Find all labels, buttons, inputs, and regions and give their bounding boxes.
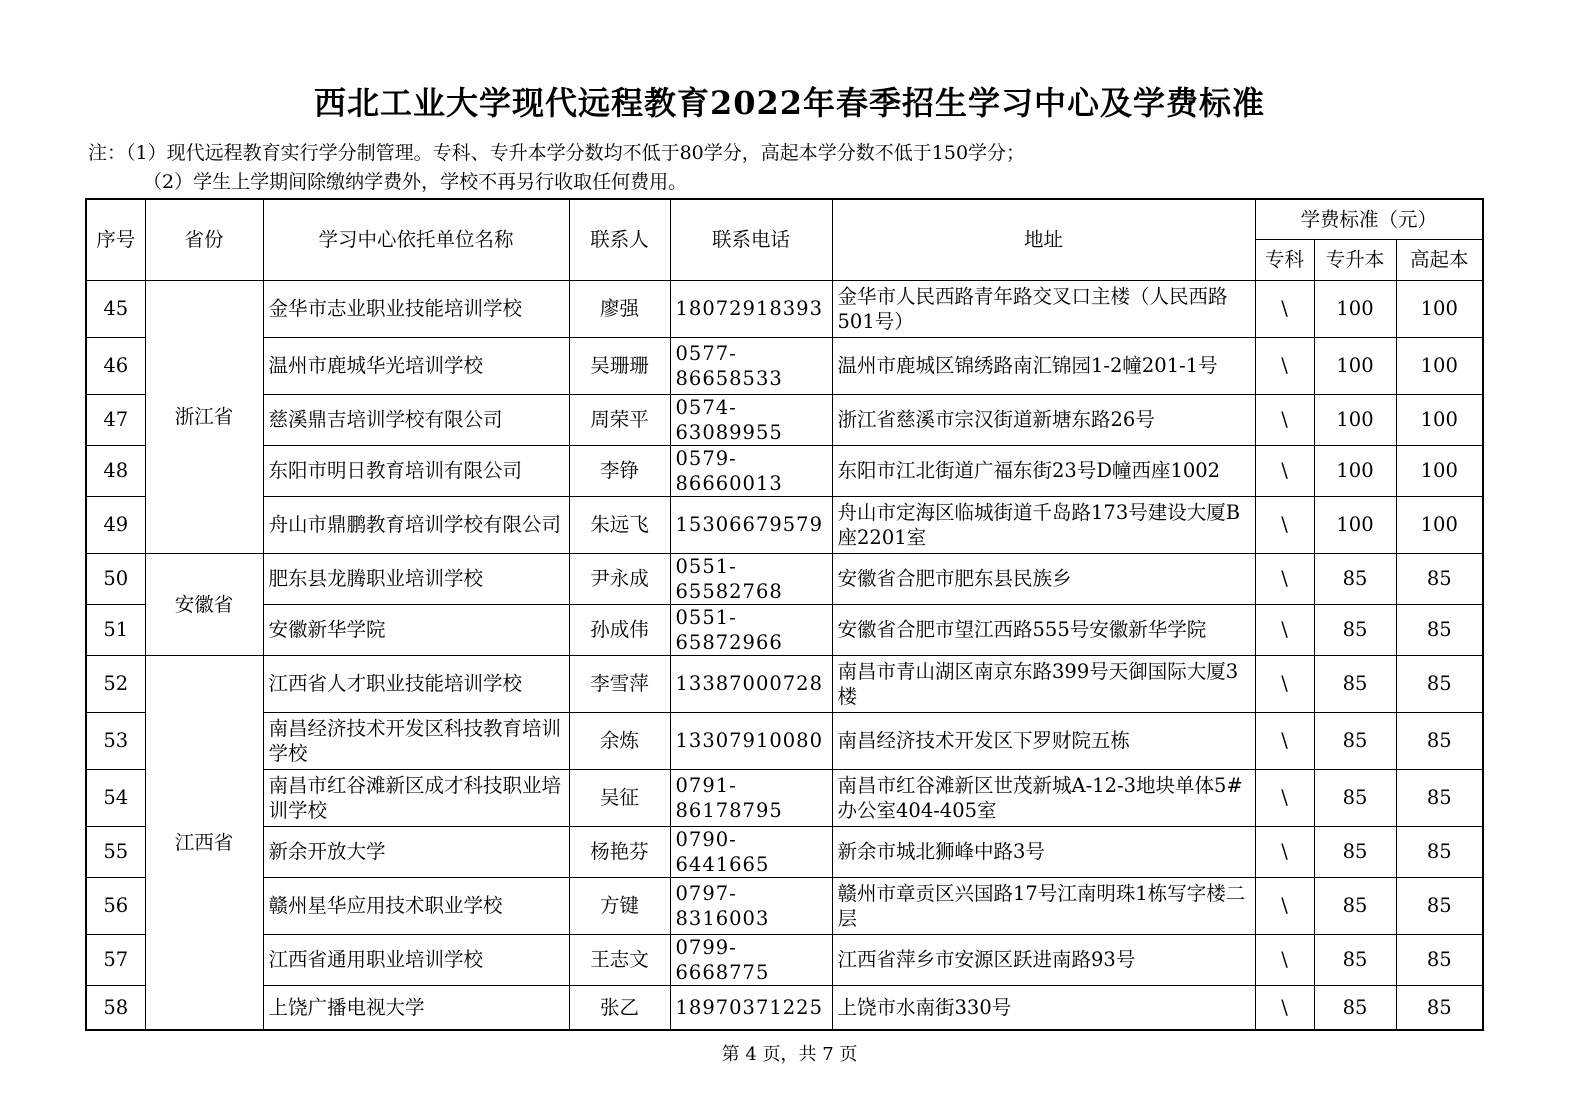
cell-zhuanshengben: 100 [1314, 496, 1396, 553]
cell-address: 南昌市青山湖区南京东路399号天御国际大厦3楼 [832, 655, 1255, 712]
table-row [86, 934, 1483, 985]
cell-zhuanshengben: 85 [1314, 553, 1396, 604]
table-row [86, 280, 1483, 337]
cell-phone: 0790-6441665 [670, 826, 832, 877]
cell-center: 上饶广播电视大学 [263, 985, 569, 1030]
cell-province: 安徽省 [145, 553, 263, 655]
header-gaoqiben: 高起本 [1396, 239, 1483, 280]
cell-zhuanshengben: 85 [1314, 826, 1396, 877]
cell-zhuanshengben: 100 [1314, 280, 1396, 337]
cell-address: 上饶市水南街330号 [832, 985, 1255, 1030]
cell-address: 南昌经济技术开发区下罗财院五栋 [832, 712, 1255, 769]
header-zhuanshengben: 专升本 [1314, 239, 1396, 280]
cell-phone: 18072918393 [670, 280, 832, 337]
cell-address: 东阳市江北街道广福东街23号D幢西座1002 [832, 445, 1255, 496]
header-fee: 学费标准（元） [1255, 199, 1483, 239]
cell-gaoqiben: 100 [1396, 280, 1483, 337]
header-province: 省份 [145, 199, 263, 280]
table-row [86, 712, 1483, 769]
cell-zhuanke: \ [1255, 826, 1314, 877]
cell-gaoqiben: 85 [1396, 655, 1483, 712]
cell-contact: 吴珊珊 [569, 337, 670, 394]
header-seq: 序号 [86, 199, 145, 280]
cell-zhuanshengben: 85 [1314, 877, 1396, 934]
cell-seq: 54 [86, 769, 145, 826]
cell-seq: 55 [86, 826, 145, 877]
cell-center: 慈溪鼎吉培训学校有限公司 [263, 394, 569, 445]
cell-center: 新余开放大学 [263, 826, 569, 877]
cell-center: 安徽新华学院 [263, 604, 569, 655]
table-row [86, 553, 1483, 604]
cell-contact: 朱远飞 [569, 496, 670, 553]
cell-contact: 吴征 [569, 769, 670, 826]
cell-zhuanke: \ [1255, 985, 1314, 1030]
cell-seq: 50 [86, 553, 145, 604]
cell-center: 东阳市明日教育培训有限公司 [263, 445, 569, 496]
cell-seq: 45 [86, 280, 145, 337]
cell-zhuanke: \ [1255, 769, 1314, 826]
cell-zhuanke: \ [1255, 877, 1314, 934]
cell-phone: 0574-63089955 [670, 394, 832, 445]
header-phone: 联系电话 [670, 199, 832, 280]
table-row [86, 826, 1483, 877]
cell-phone: 0577-86658533 [670, 337, 832, 394]
table-row [86, 394, 1483, 445]
cell-contact: 尹永成 [569, 553, 670, 604]
cell-address: 安徽省合肥市望江西路555号安徽新华学院 [832, 604, 1255, 655]
cell-phone: 0551-65872966 [670, 604, 832, 655]
cell-contact: 廖强 [569, 280, 670, 337]
cell-gaoqiben: 85 [1396, 934, 1483, 985]
cell-gaoqiben: 85 [1396, 712, 1483, 769]
cell-zhuanshengben: 85 [1314, 934, 1396, 985]
cell-center: 肥东县龙腾职业培训学校 [263, 553, 569, 604]
cell-seq: 47 [86, 394, 145, 445]
cell-contact: 余炼 [569, 712, 670, 769]
table-row [86, 496, 1483, 553]
table-row [86, 877, 1483, 934]
cell-gaoqiben: 100 [1396, 445, 1483, 496]
cell-center: 南昌经济技术开发区科技教育培训学校 [263, 712, 569, 769]
header-zhuanke: 专科 [1255, 239, 1314, 280]
cell-contact: 周荣平 [569, 394, 670, 445]
cell-gaoqiben: 100 [1396, 394, 1483, 445]
cell-address: 浙江省慈溪市宗汉街道新塘东路26号 [832, 394, 1255, 445]
cell-zhuanke: \ [1255, 712, 1314, 769]
header-contact: 联系人 [569, 199, 670, 280]
cell-phone: 18970371225 [670, 985, 832, 1030]
cell-zhuanke: \ [1255, 496, 1314, 553]
cell-contact: 李雪萍 [569, 655, 670, 712]
cell-center: 温州市鹿城华光培训学校 [263, 337, 569, 394]
cell-phone: 15306679579 [670, 496, 832, 553]
cell-address: 金华市人民西路青年路交叉口主楼（人民西路501号） [832, 280, 1255, 337]
cell-gaoqiben: 100 [1396, 496, 1483, 553]
cell-contact: 孙成伟 [569, 604, 670, 655]
cell-province: 江西省 [145, 655, 263, 1030]
cell-phone: 0551-65582768 [670, 553, 832, 604]
cell-zhuanke: \ [1255, 553, 1314, 604]
table-row [86, 985, 1483, 1030]
cell-zhuanshengben: 85 [1314, 655, 1396, 712]
cell-phone: 13387000728 [670, 655, 832, 712]
cell-seq: 57 [86, 934, 145, 985]
fee-table [85, 198, 1484, 1031]
cell-gaoqiben: 85 [1396, 877, 1483, 934]
cell-zhuanshengben: 85 [1314, 712, 1396, 769]
cell-address: 新余市城北狮峰中路3号 [832, 826, 1255, 877]
cell-address: 赣州市章贡区兴国路17号江南明珠1栋写字楼二层 [832, 877, 1255, 934]
header-center: 学习中心依托单位名称 [263, 199, 569, 280]
cell-contact: 杨艳芬 [569, 826, 670, 877]
cell-address: 江西省萍乡市安源区跃进南路93号 [832, 934, 1255, 985]
cell-address: 南昌市红谷滩新区世茂新城A-12-3地块单体5#办公室404-405室 [832, 769, 1255, 826]
cell-contact: 李铮 [569, 445, 670, 496]
table-row [86, 337, 1483, 394]
cell-zhuanshengben: 85 [1314, 604, 1396, 655]
cell-phone: 0797-8316003 [670, 877, 832, 934]
cell-zhuanke: \ [1255, 280, 1314, 337]
cell-center: 舟山市鼎鹏教育培训学校有限公司 [263, 496, 569, 553]
cell-contact: 王志文 [569, 934, 670, 985]
cell-phone: 0799-6668775 [670, 934, 832, 985]
cell-address: 舟山市定海区临城街道千岛路173号建设大厦B座2201室 [832, 496, 1255, 553]
cell-contact: 方键 [569, 877, 670, 934]
header-address: 地址 [832, 199, 1255, 280]
cell-zhuanke: \ [1255, 934, 1314, 985]
cell-center: 江西省人才职业技能培训学校 [263, 655, 569, 712]
table-row [86, 769, 1483, 826]
table-row [86, 604, 1483, 655]
cell-zhuanke: \ [1255, 655, 1314, 712]
cell-phone: 0791-86178795 [670, 769, 832, 826]
cell-seq: 56 [86, 877, 145, 934]
cell-seq: 51 [86, 604, 145, 655]
cell-address: 温州市鹿城区锦绣路南汇锦园1-2幢201-1号 [832, 337, 1255, 394]
cell-gaoqiben: 85 [1396, 553, 1483, 604]
cell-gaoqiben: 85 [1396, 604, 1483, 655]
cell-seq: 46 [86, 337, 145, 394]
cell-center: 南昌市红谷滩新区成才科技职业培训学校 [263, 769, 569, 826]
cell-center: 江西省通用职业培训学校 [263, 934, 569, 985]
cell-phone: 0579-86660013 [670, 445, 832, 496]
cell-seq: 58 [86, 985, 145, 1030]
cell-zhuanshengben: 100 [1314, 337, 1396, 394]
table-row [86, 655, 1483, 712]
note-line-2: （2）学生上学期间除缴纳学费外，学校不再另行收取任何费用。 [143, 171, 688, 193]
cell-center: 金华市志业职业技能培训学校 [263, 280, 569, 337]
cell-zhuanshengben: 85 [1314, 985, 1396, 1030]
cell-seq: 49 [86, 496, 145, 553]
page-footer: 第 4 页，共 7 页 [721, 1044, 858, 1065]
cell-zhuanke: \ [1255, 337, 1314, 394]
header-row [86, 199, 1483, 239]
cell-zhuanshengben: 85 [1314, 769, 1396, 826]
cell-center: 赣州星华应用技术职业学校 [263, 877, 569, 934]
cell-zhuanshengben: 100 [1314, 394, 1396, 445]
cell-zhuanke: \ [1255, 445, 1314, 496]
cell-zhuanshengben: 100 [1314, 445, 1396, 496]
cell-gaoqiben: 85 [1396, 826, 1483, 877]
cell-zhuanke: \ [1255, 394, 1314, 445]
table-row [86, 445, 1483, 496]
cell-seq: 52 [86, 655, 145, 712]
cell-seq: 53 [86, 712, 145, 769]
cell-gaoqiben: 100 [1396, 337, 1483, 394]
cell-address: 安徽省合肥市肥东县民族乡 [832, 553, 1255, 604]
cell-contact: 张乙 [569, 985, 670, 1030]
cell-gaoqiben: 85 [1396, 769, 1483, 826]
cell-zhuanke: \ [1255, 604, 1314, 655]
page-title: 西北工业大学现代远程教育2022年春季招生学习中心及学费标准 [313, 84, 1266, 122]
cell-gaoqiben: 85 [1396, 985, 1483, 1030]
note-line-1: 注：（1）现代远程教育实行学分制管理。专科、专升本学分数均不低于80学分，高起本学分数不低于150学分； [88, 142, 1026, 164]
cell-seq: 48 [86, 445, 145, 496]
cell-phone: 13307910080 [670, 712, 832, 769]
cell-province: 浙江省 [145, 280, 263, 553]
